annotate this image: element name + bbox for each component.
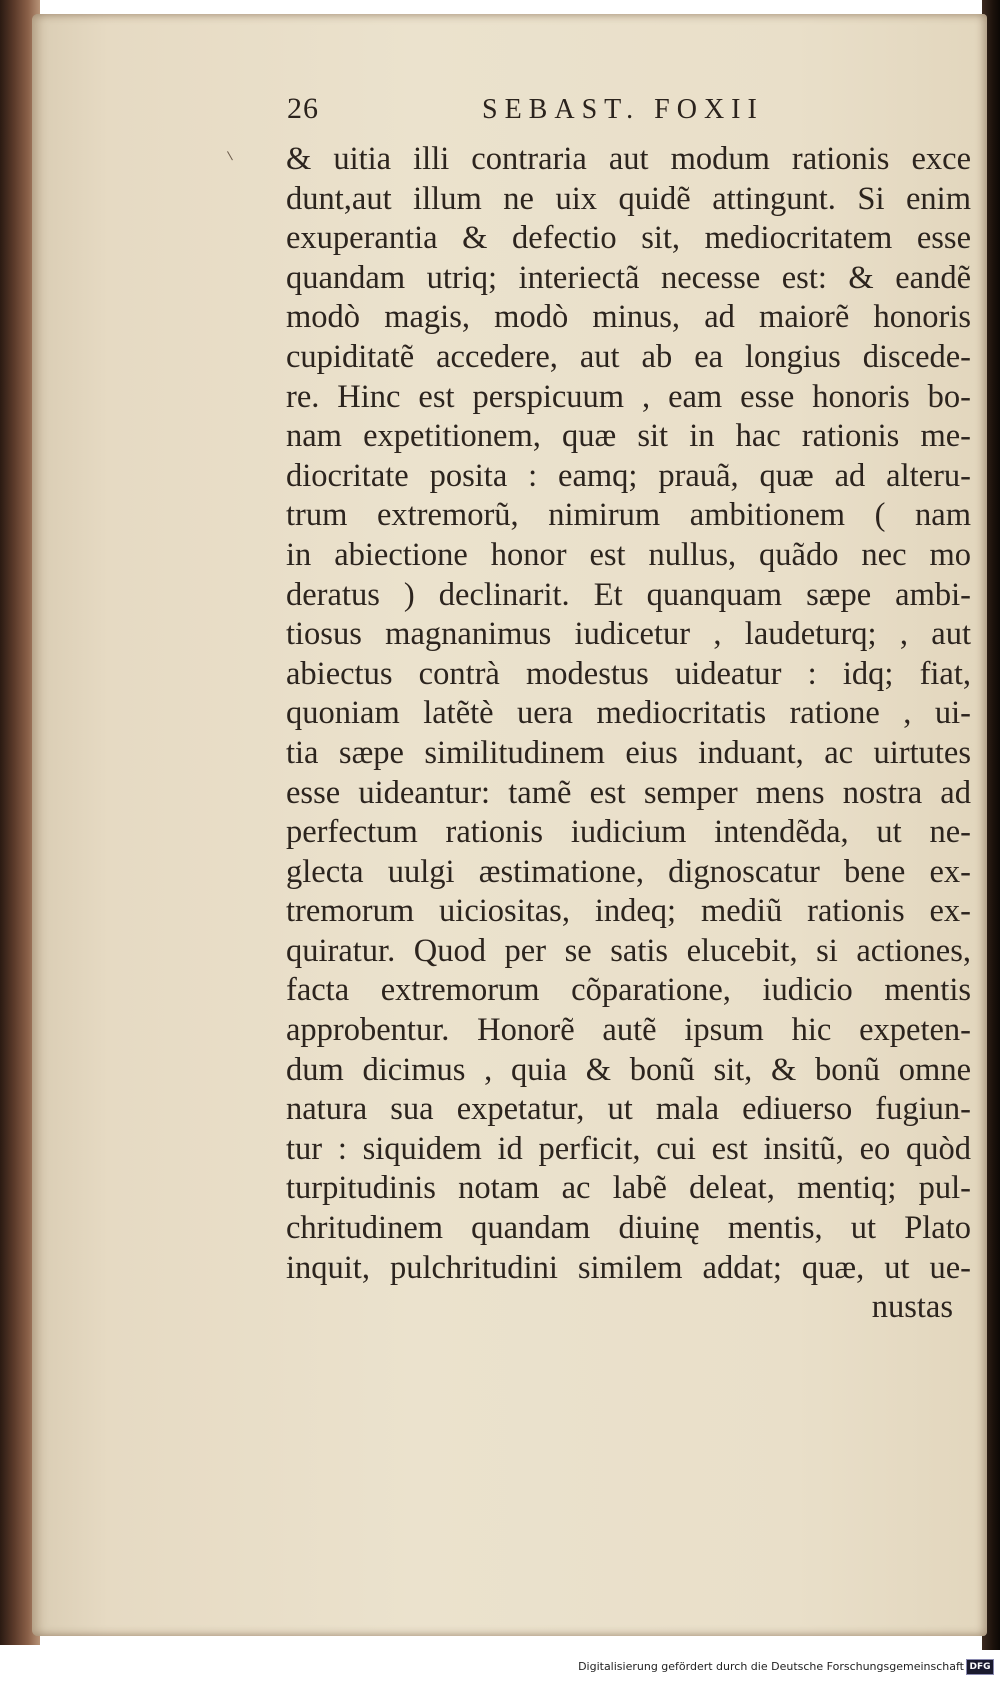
- text-line: chritudinem quandam diuinę mentis, ut Plato: [286, 1210, 971, 1247]
- text-line: tur : siquidem id perficit, cui est insitũ, eo quòd: [286, 1130, 971, 1167]
- text-line: quandam utriq; interiectã necesse est: & eandẽ: [286, 259, 971, 296]
- text-line: dum dicimus , quia & bonũ sit, & bonũ omne: [286, 1051, 971, 1088]
- text-line: dunt,aut illum ne uix quidẽ attingunt. Si enim: [286, 180, 971, 217]
- text-line: diocritate posita : eamq; prauã, quæ ad alteru-: [286, 457, 971, 494]
- page-header: [287, 92, 987, 138]
- text-line: tiosus magnanimus iudicetur , laudeturq; , aut: [286, 616, 971, 653]
- text-line: trum extremorũ, nimirum ambitionem ( nam: [286, 497, 971, 534]
- text-line: quoniam latẽtè uera mediocritatis ratione , ui-: [286, 695, 971, 732]
- text-line: cupiditatẽ accedere, aut ab ea longius discede-: [286, 338, 971, 375]
- funding-credit: Digitalisierung gefördert durch die Deutsche Forschungsgemeinschaft: [578, 1660, 964, 1673]
- running-head: SEBAST. FOXII: [482, 94, 764, 125]
- digitization-footer: [0, 1656, 1000, 1681]
- text-line: turpitudinis notam ac labẽ deleat, mentiq; pul-: [286, 1170, 971, 1207]
- text-line: glecta uulgi æstimatione, dignoscatur bene ex-: [286, 853, 971, 890]
- text-line: esse uideantur: tamẽ est semper mens nostra ad: [286, 774, 971, 811]
- text-line: abiectus contrà modestus uideatur : idq; fiat,: [286, 655, 971, 692]
- dfg-logo: DFG: [966, 1659, 994, 1675]
- page-number: 26: [287, 92, 319, 125]
- text-line: tremorum uiciositas, indeq; mediũ rationis ex-: [286, 893, 971, 930]
- catchword: nustas: [871, 1289, 953, 1326]
- text-line: quiratur. Quod per se satis elucebit, si actiones,: [286, 932, 971, 969]
- text-line: nam expetitionem, quæ sit in hac rationis me-: [286, 418, 971, 455]
- text-line: exuperantia & defectio sit, mediocritatem esse: [286, 220, 971, 257]
- text-line: deratus ) declinarit. Et quanquam sæpe ambi-: [286, 576, 971, 613]
- text-line: perfectum rationis iudicium intendẽda, ut ne-: [286, 814, 971, 851]
- text-line: natura sua expetatur, ut mala ediuerso fugiun-: [286, 1091, 971, 1128]
- text-line: tia sæpe similitudinem eius induant, ac uirtutes: [286, 734, 971, 771]
- text-line: facta extremorum cõparatione, iudicio mentis: [286, 972, 971, 1009]
- body-text: [286, 140, 971, 1328]
- text-line: in abiectione honor est nullus, quãdo nec mo: [286, 536, 971, 573]
- text-line: approbentur. Honorẽ autẽ ipsum hic expeten-: [286, 1012, 971, 1049]
- text-line: inquit, pulchritudini similem addat; quæ, ut ue-: [286, 1249, 971, 1286]
- text-line: re. Hinc est perspicuum , eam esse honoris bo-: [286, 378, 971, 415]
- text-line: & uitia illi contraria aut modum rationis exce: [286, 141, 971, 177]
- text-line: modò magis, modò minus, ad maiorẽ honoris: [286, 299, 971, 336]
